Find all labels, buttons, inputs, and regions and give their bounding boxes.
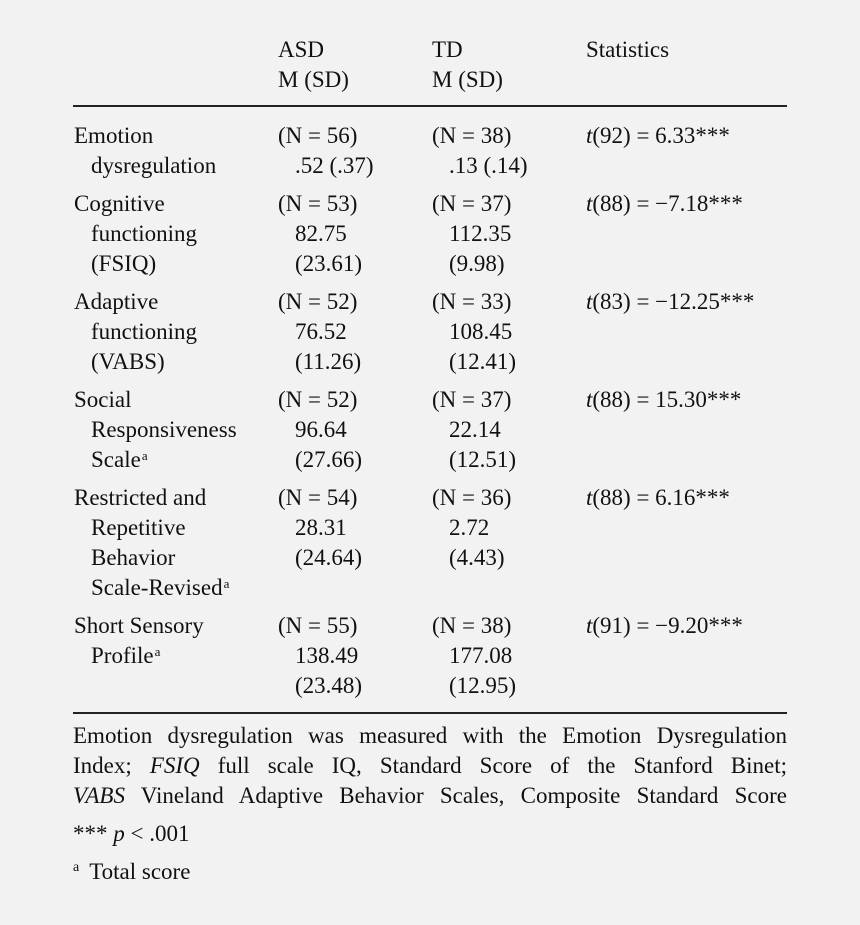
td-mean-sd: .13 (.14) <box>449 153 528 178</box>
asd-mean: 28.31 <box>295 515 347 540</box>
td-sd: (12.51) <box>449 447 517 472</box>
asd-sd: (27.66) <box>295 447 363 472</box>
stat-cell-cognitive <box>586 189 743 219</box>
stat-cell-restricted <box>586 483 730 513</box>
td-cell-emotion <box>432 121 528 181</box>
td-cell-adaptive <box>432 287 516 377</box>
stat-value: (91) = −9.20*** <box>592 613 743 638</box>
header-td-sub: M (SD) <box>432 67 503 92</box>
label-line: Emotion <box>74 123 154 148</box>
label-text: Profile <box>91 643 154 668</box>
td-sd: (12.95) <box>449 673 517 698</box>
label-line: Social <box>74 387 132 412</box>
stat-cell-adaptive <box>586 287 754 317</box>
label-line: Behavior <box>91 545 176 570</box>
td-n: (N = 37) <box>432 387 512 412</box>
header-asd-title: ASD <box>278 37 325 62</box>
footnote-marker: a <box>223 576 230 591</box>
label-line <box>74 445 237 475</box>
td-mean: 112.35 <box>449 221 512 246</box>
asd-mean: 138.49 <box>295 643 359 668</box>
label-line: dysregulation <box>91 153 217 178</box>
td-sd: (12.41) <box>449 349 517 374</box>
note-text: full scale IQ, Standard Score of the Stanford Binet; <box>199 753 787 778</box>
label-text: Scale-Revised <box>91 575 223 600</box>
stat-t: t <box>586 613 593 638</box>
label-line: Short Sensory <box>74 613 204 638</box>
asd-n: (N = 53) <box>278 191 358 216</box>
footer-rule <box>73 712 787 714</box>
row-label-social <box>74 385 237 475</box>
label-line <box>74 641 204 671</box>
asd-mean: 82.75 <box>295 221 347 246</box>
row-label-restricted <box>74 483 229 603</box>
td-n: (N = 38) <box>432 123 512 148</box>
td-n: (N = 33) <box>432 289 512 314</box>
asd-mean-sd: .52 (.37) <box>295 153 374 178</box>
asd-cell-sensory <box>278 611 362 701</box>
td-cell-social <box>432 385 516 475</box>
row-label-sensory <box>74 611 204 671</box>
td-n: (N = 37) <box>432 191 512 216</box>
label-line: functioning <box>91 319 198 344</box>
td-cell-cognitive <box>432 189 511 279</box>
stat-cell-emotion <box>586 121 730 151</box>
header-td <box>432 35 503 95</box>
asd-mean: 76.52 <box>295 319 347 344</box>
stat-t: t <box>586 123 593 148</box>
td-cell-sensory <box>432 611 516 701</box>
asd-mean: 96.64 <box>295 417 347 442</box>
td-sd: (9.98) <box>449 251 505 276</box>
sig-stars: *** <box>73 821 114 846</box>
asd-cell-adaptive <box>278 287 361 377</box>
note-abbr: FSIQ <box>149 753 200 778</box>
label-line: functioning <box>91 221 198 246</box>
header-statistics: Statistics <box>586 37 670 62</box>
td-sd: (4.43) <box>449 545 505 570</box>
label-line: Repetitive <box>91 515 186 540</box>
row-label-adaptive <box>74 287 197 377</box>
asd-sd: (11.26) <box>295 349 362 374</box>
asd-sd: (24.64) <box>295 545 363 570</box>
header-asd-sub: M (SD) <box>278 67 349 92</box>
row-label-emotion <box>74 121 216 181</box>
asd-n: (N = 52) <box>278 289 358 314</box>
stat-value: (92) = 6.33*** <box>592 123 730 148</box>
asd-n: (N = 52) <box>278 387 358 412</box>
label-line: Restricted and <box>74 485 207 510</box>
footnote-text: Total score <box>89 859 191 884</box>
td-mean: 22.14 <box>449 417 501 442</box>
header-td-title: TD <box>432 37 463 62</box>
asd-sd: (23.61) <box>295 251 363 276</box>
stat-value: (88) = 6.16*** <box>592 485 730 510</box>
stat-t: t <box>586 289 593 314</box>
note-abbr: VABS <box>73 783 125 808</box>
asd-n: (N = 54) <box>278 485 358 510</box>
note-line-3 <box>73 781 787 811</box>
stat-cell-social <box>586 385 741 415</box>
stat-t: t <box>586 191 593 216</box>
footnote-mark: a <box>73 860 80 875</box>
footnote-marker: a <box>154 644 161 659</box>
label-line: Cognitive <box>74 191 165 216</box>
footnote-a <box>73 857 190 887</box>
stat-value: (88) = −7.18*** <box>592 191 743 216</box>
footnote-marker: a <box>141 448 148 463</box>
stat-t: t <box>586 387 593 412</box>
significance-note <box>73 819 189 849</box>
asd-sd: (23.48) <box>295 673 363 698</box>
row-label-cognitive <box>74 189 197 279</box>
td-mean: 177.08 <box>449 643 513 668</box>
td-n: (N = 36) <box>432 485 512 510</box>
asd-cell-emotion <box>278 121 374 181</box>
stat-value: (83) = −12.25*** <box>592 289 755 314</box>
asd-n: (N = 55) <box>278 613 358 638</box>
asd-cell-restricted <box>278 483 362 573</box>
note-line-1: Emotion dysregulation was measured with the Emotion Dysregulation <box>73 723 787 748</box>
asd-cell-social <box>278 385 362 475</box>
label-line <box>74 573 229 603</box>
note-text: Index; <box>73 753 150 778</box>
td-cell-restricted <box>432 483 511 573</box>
td-mean: 108.45 <box>449 319 513 344</box>
note-text: Vineland Adaptive Behavior Scales, Composite Standard Score <box>124 783 787 808</box>
stat-t: t <box>586 485 593 510</box>
td-n: (N = 38) <box>432 613 512 638</box>
sig-p: p <box>113 821 125 846</box>
td-mean: 2.72 <box>449 515 490 540</box>
asd-n: (N = 56) <box>278 123 358 148</box>
label-line: (FSIQ) <box>91 251 157 276</box>
header-rule <box>73 105 787 107</box>
stat-cell-sensory <box>586 611 743 641</box>
asd-cell-cognitive <box>278 189 362 279</box>
label-line: Responsiveness <box>91 417 237 442</box>
stat-value: (88) = 15.30*** <box>592 387 742 412</box>
label-text: Scale <box>91 447 141 472</box>
label-line: (VABS) <box>91 349 165 374</box>
header-asd <box>278 35 349 95</box>
label-line: Adaptive <box>74 289 159 314</box>
sig-threshold: < .001 <box>124 821 190 846</box>
note-line-2 <box>73 751 787 781</box>
